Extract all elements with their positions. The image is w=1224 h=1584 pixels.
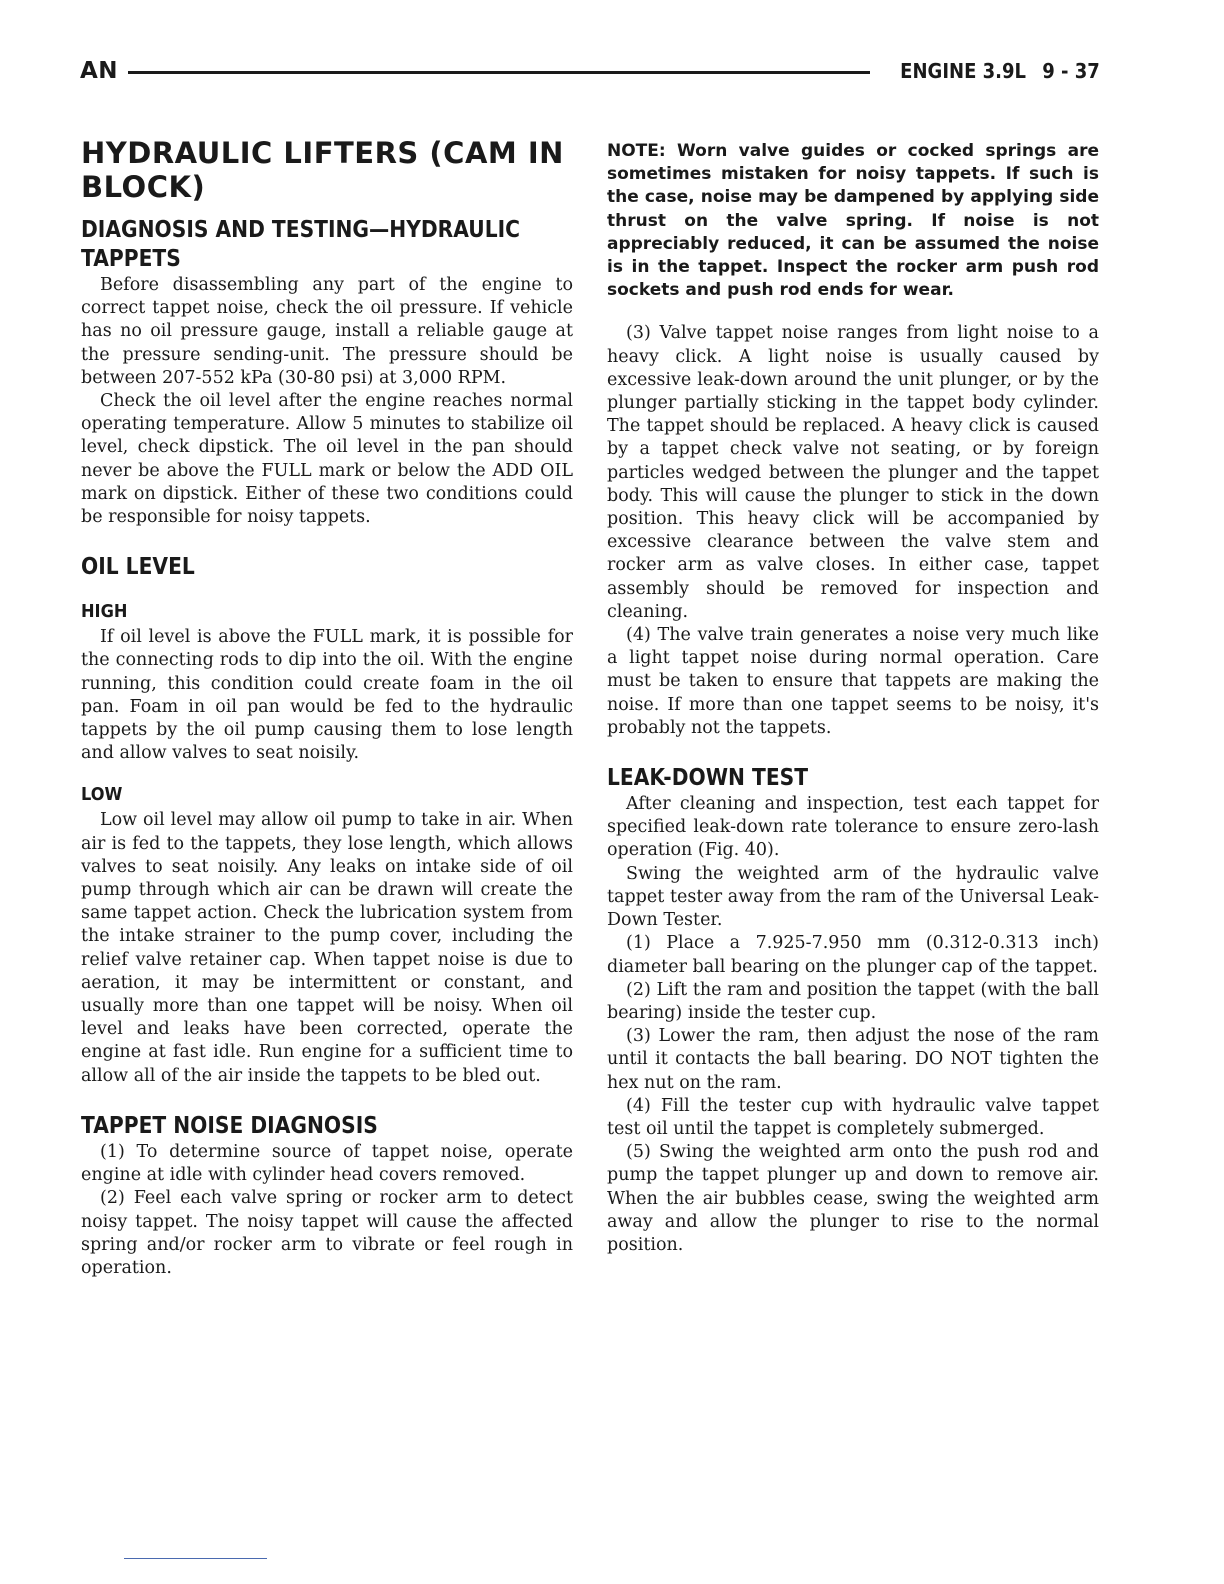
- step-paragraph: (1) To determine source of tappet noise, operate engine at idle with cylinder head covers removed.: [81, 1141, 573, 1186]
- header-left-code: AN: [80, 58, 119, 84]
- footer-rule: [124, 1558, 267, 1559]
- header-section: ENGINE 3.9L: [900, 59, 1027, 83]
- subheading-high: HIGH: [81, 601, 128, 623]
- paragraph: After cleaning and inspection, test each tappet for specified leak-down rate tolerance to ensure zero-lash operation (Fig. 40).: [607, 794, 1099, 861]
- step-paragraph: (4) Fill the tester cup with hydraulic valve tappet test oil until the tappet is completely submerged.: [607, 1095, 1099, 1139]
- right-column: [607, 140, 1099, 1257]
- page-title: HYDRAULIC LIFTERS (CAM IN BLOCK): [81, 136, 564, 204]
- step-paragraph: (5) Swing the weighted arm onto the push rod and pump the tappet plunger up and down to remove air. When the air bubbles cease, swing the weighted arm away and allow the plunger to rise to the normal position.: [607, 1142, 1099, 1255]
- section-heading-oil-level: OIL LEVEL: [81, 554, 195, 581]
- subheading-low: LOW: [81, 784, 123, 806]
- step-paragraph: (1) Place a 7.925-7.950 mm (0.312-0.313 inch) diameter ball bearing on the plunger cap of the tappet.: [607, 933, 1099, 977]
- paragraph: Swing the weighted arm of the hydraulic valve tappet tester away from the ram of the Universal Leak-Down Tester.: [607, 863, 1099, 931]
- section-heading-diagnosis: DIAGNOSIS AND TESTING—HYDRAULIC TAPPETS: [81, 217, 521, 272]
- paragraph: Check the oil level after the engine reaches normal operating temperature. Allow 5 minutes to stabilize oil level, check dipstick. The oil level in the pan should never be above the FULL mark or below the ADD OIL mark on dipstick. Either of these two conditions could be responsible for noisy tappets.: [81, 391, 573, 528]
- paragraph: Before disassembling any part of the engine to correct tappet noise, check the oil pressure. If vehicle has no oil pressure gauge, install a reliable gauge at the pressure sending-unit. The pressure should be between 207-552 kPa (30-80 psi) at 3,000 RPM.: [81, 275, 573, 388]
- step-paragraph: (3) Valve tappet noise ranges from light noise to a heavy click. A light noise is usually caused by excessive leak-down around the unit plunger, or by the plunger partially sticking in the tappet body cylinder. The tappet should be replaced. A heavy click is caused by a tappet check valve not seating, or by foreign particles wedged between the plunger and the tappet body. This will cause the plunger to stick in the down position. This heavy click will be accompanied by excessive clearance between the valve stem and rocker arm as valve closes. In either case, tappet assembly should be removed for inspection and cleaning.: [607, 323, 1099, 622]
- step-paragraph: (3) Lower the ram, then adjust the nose of the ram until it contacts the ball bearing. DO NOT tighten the hex nut on the ram.: [607, 1026, 1099, 1093]
- page-header: [80, 56, 1100, 86]
- header-page-number: 9 - 37: [1042, 59, 1100, 83]
- step-paragraph: (2) Lift the ram and position the tappet (with the ball bearing) inside the tester cup.: [607, 979, 1099, 1023]
- section-heading-tappet-noise: TAPPET NOISE DIAGNOSIS: [81, 1112, 378, 1139]
- header-section-title: [900, 59, 1100, 83]
- section-heading-leak-down: LEAK-DOWN TEST: [607, 765, 809, 792]
- paragraph: If oil level is above the FULL mark, it is possible for the connecting rods to dip into the oil. With the engine running, this condition could create foam in the oil pan. Foam in oil pan would be fed to the hydraulic tappets by the oil pump causing them to lose length and allow valves to seat noisily.: [81, 627, 573, 764]
- step-paragraph: (2) Feel each valve spring or rocker arm to detect noisy tappet. The noisy tappet will cause the affected spring and/or rocker arm to vibrate or feel rough in operation.: [81, 1188, 573, 1278]
- header-rule: [128, 71, 870, 74]
- paragraph: Low oil level may allow oil pump to take in air. When air is fed to the tappets, they lose length, which allows valves to seat noisily. Any leaks on intake side of oil pump through which air can be drawn will create the same tappet action. Check the lubrication system from the intake strainer to the pump cover, including the relief valve retainer cap. When tappet noise is due to aeration, it may be intermittent or constant, and usually more than one tappet will be noisy. When oil level and leaks have been corrected, operate the engine at fast idle. Run engine for a sufficient time to allow all of the air inside the tappets to be bled out.: [81, 810, 573, 1086]
- note-callout: NOTE: Worn valve guides or cocked springs are sometimes mistaken for noisy tappets. If such is the case, noise may be dampened by applying side thrust on the valve spring. If noise is not appreciably reduced, it can be assumed the noise is in the tappet. Inspect the rocker arm push rod sockets and push rod ends for wear.: [607, 141, 1099, 301]
- left-column: [81, 136, 573, 1280]
- step-paragraph: (4) The valve train generates a noise very much like a light tappet noise during normal operation. Care must be taken to ensure that tappets are making the noise. If more than one tappet seems to be noisy, it's probably not the tappets.: [607, 625, 1099, 738]
